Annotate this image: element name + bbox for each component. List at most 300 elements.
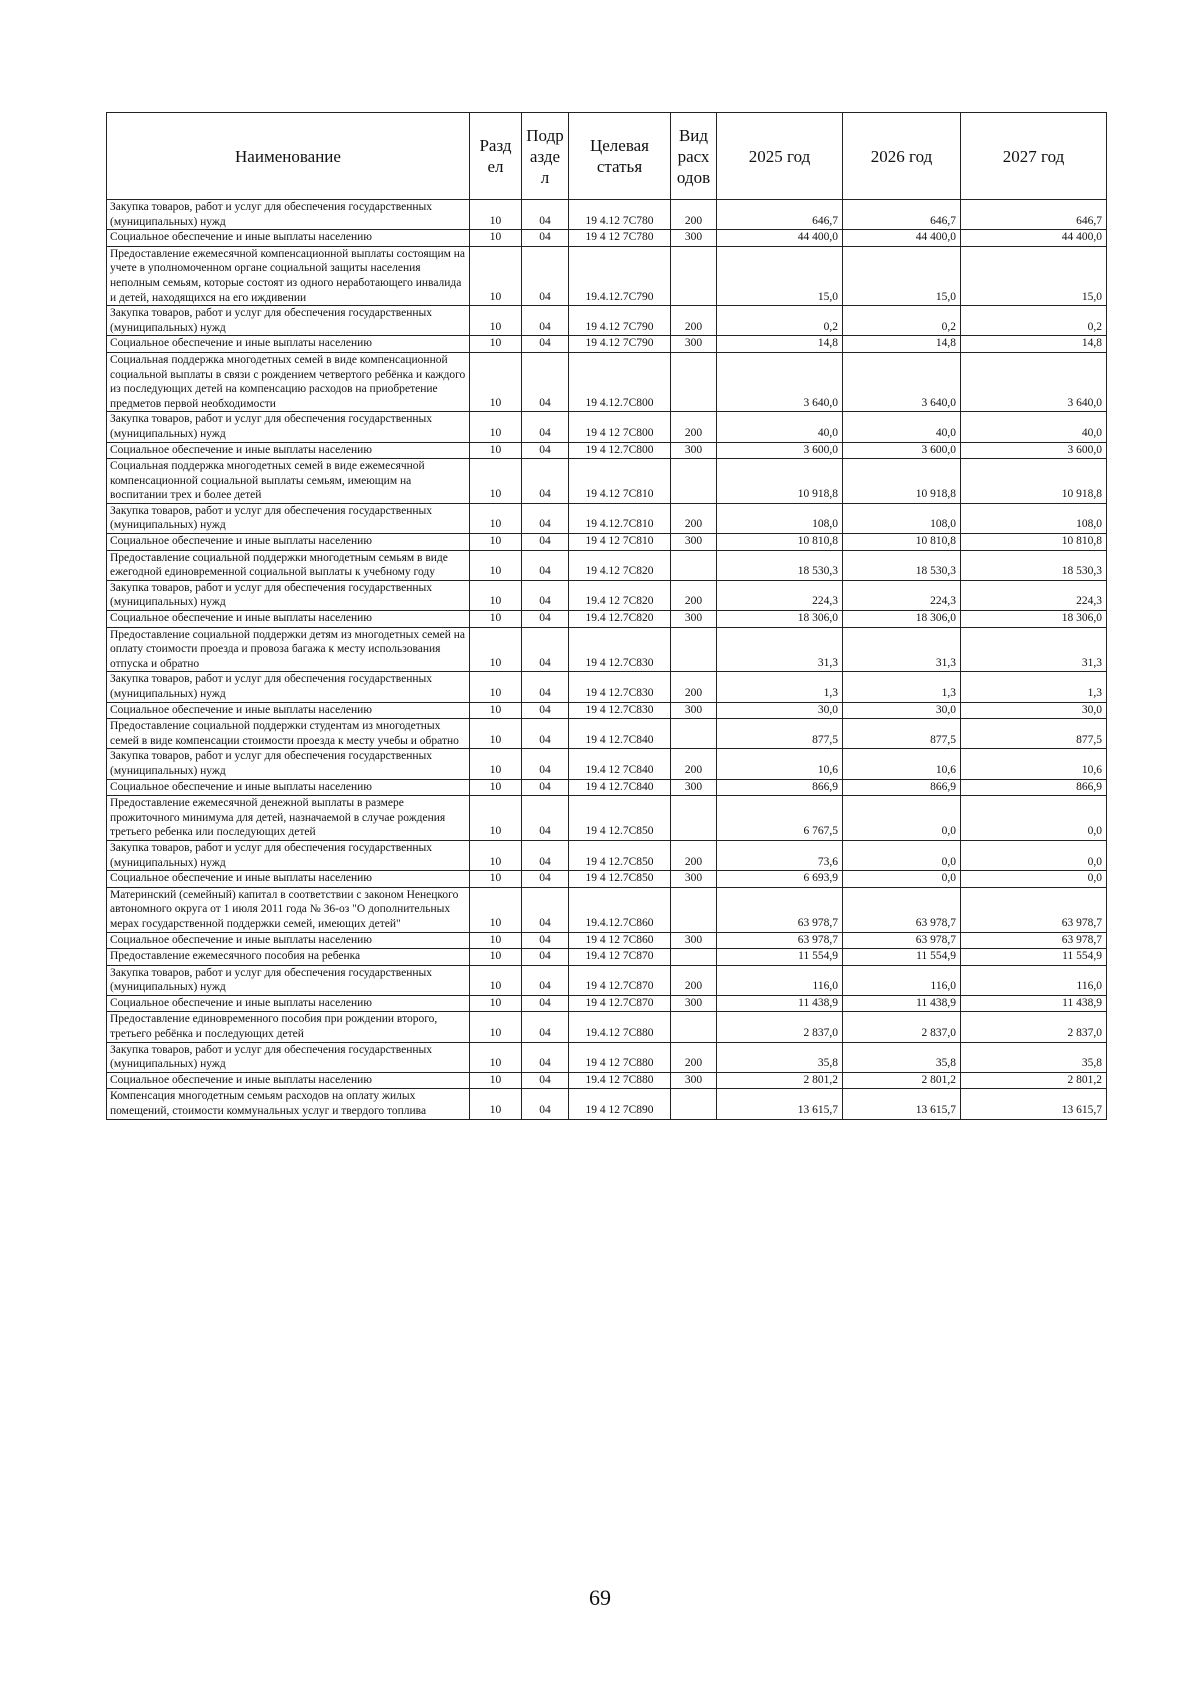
- header-expense-type: Вид расх одов: [671, 113, 717, 200]
- cell-2027: 10 918,8: [961, 459, 1107, 504]
- cell-subsection: 04: [522, 503, 569, 533]
- cell-2027: 15,0: [961, 246, 1107, 305]
- cell-2025: 3 640,0: [717, 352, 843, 411]
- budget-table: [106, 112, 1107, 1120]
- cell-target-article: 19 4.12 7С780: [569, 200, 671, 230]
- table-row: [107, 779, 1107, 796]
- cell-target-article: 19 4 12.7С870: [569, 995, 671, 1012]
- cell-target-article: 19 4 12.7С830: [569, 702, 671, 719]
- cell-2025: 2 801,2: [717, 1072, 843, 1089]
- cell-name: Социальное обеспечение и иные выплаты населению: [107, 230, 470, 247]
- cell-subsection: 04: [522, 719, 569, 749]
- cell-2027: 1,3: [961, 672, 1107, 702]
- cell-section: 10: [470, 702, 522, 719]
- cell-target-article: 19.4 12 7С840: [569, 749, 671, 779]
- cell-subsection: 04: [522, 246, 569, 305]
- cell-section: 10: [470, 719, 522, 749]
- cell-name: Социальное обеспечение и иные выплаты населению: [107, 1072, 470, 1089]
- cell-expense-type: 300: [671, 336, 717, 353]
- cell-name: Социальное обеспечение и иные выплаты населению: [107, 871, 470, 888]
- cell-section: 10: [470, 672, 522, 702]
- cell-2026: 11 554,9: [843, 949, 961, 966]
- cell-expense-type: 300: [671, 442, 717, 459]
- cell-subsection: 04: [522, 459, 569, 504]
- cell-target-article: 19 4 12.7С850: [569, 871, 671, 888]
- table-row: [107, 627, 1107, 672]
- table-row: [107, 200, 1107, 230]
- table-row: [107, 871, 1107, 888]
- cell-expense-type: 200: [671, 503, 717, 533]
- cell-2027: 108,0: [961, 503, 1107, 533]
- cell-2027: 18 306,0: [961, 611, 1107, 628]
- cell-section: 10: [470, 932, 522, 949]
- table-row: [107, 702, 1107, 719]
- cell-section: 10: [470, 627, 522, 672]
- cell-name: Социальная поддержка многодетных семей в виде ежемесячной компенсационной социальной выплаты семьям, имеющим на воспитании трех и более детей: [107, 459, 470, 504]
- header-target-article: Целевая статья: [569, 113, 671, 200]
- cell-target-article: 19 4 12.7С850: [569, 840, 671, 870]
- cell-2027: 35,8: [961, 1042, 1107, 1072]
- table-row: [107, 887, 1107, 932]
- cell-expense-type: 300: [671, 230, 717, 247]
- cell-2027: 3 600,0: [961, 442, 1107, 459]
- cell-2025: 866,9: [717, 779, 843, 796]
- cell-target-article: 19 4 12 7С810: [569, 534, 671, 551]
- cell-2026: 11 438,9: [843, 995, 961, 1012]
- cell-expense-type: [671, 352, 717, 411]
- cell-name: Социальное обеспечение и иные выплаты населению: [107, 336, 470, 353]
- cell-subsection: 04: [522, 871, 569, 888]
- cell-section: 10: [470, 306, 522, 336]
- cell-2027: 31,3: [961, 627, 1107, 672]
- cell-subsection: 04: [522, 336, 569, 353]
- cell-target-article: 19.4 12 7С880: [569, 1072, 671, 1089]
- cell-expense-type: [671, 949, 717, 966]
- cell-target-article: 19 4 12 7С780: [569, 230, 671, 247]
- cell-section: 10: [470, 534, 522, 551]
- cell-target-article: 19 4 12.7С800: [569, 442, 671, 459]
- cell-expense-type: 200: [671, 580, 717, 610]
- cell-2026: 30,0: [843, 702, 961, 719]
- cell-expense-type: 300: [671, 534, 717, 551]
- cell-expense-type: 200: [671, 1042, 717, 1072]
- cell-target-article: 19 4 12.7С840: [569, 719, 671, 749]
- cell-2026: 10 918,8: [843, 459, 961, 504]
- cell-target-article: 19 4 12.7С850: [569, 796, 671, 841]
- cell-section: 10: [470, 779, 522, 796]
- cell-section: 10: [470, 965, 522, 995]
- cell-2027: 11 554,9: [961, 949, 1107, 966]
- cell-expense-type: [671, 627, 717, 672]
- cell-2026: 2 801,2: [843, 1072, 961, 1089]
- cell-section: 10: [470, 246, 522, 305]
- table-header-row: [107, 113, 1107, 200]
- table-row: [107, 246, 1107, 305]
- cell-2025: 40,0: [717, 412, 843, 442]
- cell-2026: 10 810,8: [843, 534, 961, 551]
- table-row: [107, 672, 1107, 702]
- table-row: [107, 580, 1107, 610]
- cell-target-article: 19.4.12.7С860: [569, 887, 671, 932]
- cell-target-article: 19 4 12.7С830: [569, 627, 671, 672]
- table-row: [107, 965, 1107, 995]
- cell-section: 10: [470, 949, 522, 966]
- table-row: [107, 352, 1107, 411]
- cell-2027: 0,2: [961, 306, 1107, 336]
- cell-subsection: 04: [522, 840, 569, 870]
- cell-2027: 13 615,7: [961, 1089, 1107, 1119]
- cell-2026: 0,0: [843, 871, 961, 888]
- cell-subsection: 04: [522, 580, 569, 610]
- cell-2025: 6 693,9: [717, 871, 843, 888]
- cell-2025: 44 400,0: [717, 230, 843, 247]
- cell-target-article: 19 4.12 7С790: [569, 336, 671, 353]
- cell-2025: 30,0: [717, 702, 843, 719]
- cell-2025: 108,0: [717, 503, 843, 533]
- table-row: [107, 336, 1107, 353]
- cell-subsection: 04: [522, 965, 569, 995]
- cell-2027: 10,6: [961, 749, 1107, 779]
- cell-expense-type: [671, 719, 717, 749]
- cell-2026: 1,3: [843, 672, 961, 702]
- cell-target-article: 19 4.12 7С820: [569, 550, 671, 580]
- cell-target-article: 19 4 12 7С800: [569, 412, 671, 442]
- cell-subsection: 04: [522, 887, 569, 932]
- table-row: [107, 412, 1107, 442]
- cell-section: 10: [470, 871, 522, 888]
- cell-subsection: 04: [522, 1012, 569, 1042]
- cell-name: Закупка товаров, работ и услуг для обеспечения государственных (муниципальных) нужд: [107, 965, 470, 995]
- cell-subsection: 04: [522, 1072, 569, 1089]
- cell-subsection: 04: [522, 200, 569, 230]
- cell-target-article: 19 4.12 7С810: [569, 459, 671, 504]
- cell-2026: 3 640,0: [843, 352, 961, 411]
- cell-expense-type: [671, 887, 717, 932]
- cell-subsection: 04: [522, 1042, 569, 1072]
- cell-expense-type: [671, 1089, 717, 1119]
- table-row: [107, 611, 1107, 628]
- cell-2026: 0,0: [843, 840, 961, 870]
- cell-name: Закупка товаров, работ и услуг для обеспечения государственных (муниципальных) нужд: [107, 672, 470, 702]
- table-row: [107, 1012, 1107, 1042]
- cell-2025: 646,7: [717, 200, 843, 230]
- cell-section: 10: [470, 442, 522, 459]
- cell-section: 10: [470, 1072, 522, 1089]
- cell-2027: 2 801,2: [961, 1072, 1107, 1089]
- cell-section: 10: [470, 796, 522, 841]
- cell-name: Предоставление ежемесячного пособия на ребенка: [107, 949, 470, 966]
- cell-expense-type: [671, 246, 717, 305]
- cell-target-article: 19 4 12.7С870: [569, 965, 671, 995]
- cell-name: Закупка товаров, работ и услуг для обеспечения государственных (муниципальных) нужд: [107, 840, 470, 870]
- cell-expense-type: 200: [671, 965, 717, 995]
- cell-name: Предоставление социальной поддержки многодетным семьям в виде ежегодной единовременной социальной выплаты к учебному году: [107, 550, 470, 580]
- table-body: [107, 200, 1107, 1120]
- cell-2027: 44 400,0: [961, 230, 1107, 247]
- cell-target-article: 19.4.12.7С790: [569, 246, 671, 305]
- cell-section: 10: [470, 1089, 522, 1119]
- cell-2027: 10 810,8: [961, 534, 1107, 551]
- cell-2025: 11 554,9: [717, 949, 843, 966]
- cell-2026: 224,3: [843, 580, 961, 610]
- cell-2027: 14,8: [961, 336, 1107, 353]
- cell-target-article: 19 4.12.7С800: [569, 352, 671, 411]
- cell-2026: 40,0: [843, 412, 961, 442]
- cell-section: 10: [470, 459, 522, 504]
- cell-2026: 63 978,7: [843, 887, 961, 932]
- table-row: [107, 796, 1107, 841]
- cell-subsection: 04: [522, 779, 569, 796]
- cell-section: 10: [470, 1042, 522, 1072]
- cell-subsection: 04: [522, 702, 569, 719]
- table-row: [107, 1089, 1107, 1119]
- cell-expense-type: 300: [671, 995, 717, 1012]
- cell-section: 10: [470, 352, 522, 411]
- cell-2025: 14,8: [717, 336, 843, 353]
- cell-name: Закупка товаров, работ и услуг для обеспечения государственных (муниципальных) нужд: [107, 749, 470, 779]
- cell-target-article: 19.4.12 7С880: [569, 1012, 671, 1042]
- cell-name: Социальное обеспечение и иные выплаты населению: [107, 534, 470, 551]
- cell-expense-type: 200: [671, 840, 717, 870]
- table-row: [107, 719, 1107, 749]
- cell-2027: 646,7: [961, 200, 1107, 230]
- cell-2027: 0,0: [961, 871, 1107, 888]
- cell-target-article: 19.4 12.7С820: [569, 611, 671, 628]
- table-row: [107, 534, 1107, 551]
- table-row: [107, 932, 1107, 949]
- cell-2026: 3 600,0: [843, 442, 961, 459]
- cell-subsection: 04: [522, 306, 569, 336]
- table-row: [107, 550, 1107, 580]
- header-year-2026: 2026 год: [843, 113, 961, 200]
- cell-name: Предоставление единовременного пособия при рождении второго, третьего ребёнка и последующих детей: [107, 1012, 470, 1042]
- cell-2026: 2 837,0: [843, 1012, 961, 1042]
- cell-subsection: 04: [522, 672, 569, 702]
- cell-2027: 30,0: [961, 702, 1107, 719]
- cell-2025: 10 810,8: [717, 534, 843, 551]
- cell-expense-type: 300: [671, 611, 717, 628]
- cell-target-article: 19 4.12.7С810: [569, 503, 671, 533]
- cell-section: 10: [470, 550, 522, 580]
- header-year-2025: 2025 год: [717, 113, 843, 200]
- cell-expense-type: 200: [671, 306, 717, 336]
- cell-name: Закупка товаров, работ и услуг для обеспечения государственных (муниципальных) нужд: [107, 200, 470, 230]
- cell-subsection: 04: [522, 932, 569, 949]
- cell-2027: 40,0: [961, 412, 1107, 442]
- cell-expense-type: 200: [671, 200, 717, 230]
- cell-subsection: 04: [522, 627, 569, 672]
- cell-2026: 35,8: [843, 1042, 961, 1072]
- cell-section: 10: [470, 749, 522, 779]
- page-number: 69: [589, 1585, 611, 1610]
- cell-2026: 10,6: [843, 749, 961, 779]
- cell-subsection: 04: [522, 611, 569, 628]
- cell-expense-type: 300: [671, 702, 717, 719]
- cell-target-article: 19 4 12.7С830: [569, 672, 671, 702]
- cell-name: Предоставление социальной поддержки студентам из многодетных семей в виде компенсации стоимости проезда к месту учебы и обратно: [107, 719, 470, 749]
- cell-2026: 13 615,7: [843, 1089, 961, 1119]
- cell-subsection: 04: [522, 230, 569, 247]
- cell-subsection: 04: [522, 534, 569, 551]
- cell-subsection: 04: [522, 995, 569, 1012]
- cell-2026: 108,0: [843, 503, 961, 533]
- cell-section: 10: [470, 611, 522, 628]
- cell-2025: 11 438,9: [717, 995, 843, 1012]
- cell-2027: 18 530,3: [961, 550, 1107, 580]
- cell-2025: 18 530,3: [717, 550, 843, 580]
- cell-2026: 15,0: [843, 246, 961, 305]
- cell-name: Социальное обеспечение и иные выплаты населению: [107, 611, 470, 628]
- cell-2026: 646,7: [843, 200, 961, 230]
- cell-expense-type: [671, 550, 717, 580]
- header-year-2027: 2027 год: [961, 113, 1107, 200]
- cell-2027: 63 978,7: [961, 887, 1107, 932]
- cell-section: 10: [470, 580, 522, 610]
- cell-expense-type: [671, 459, 717, 504]
- cell-name: Социальное обеспечение и иные выплаты населению: [107, 702, 470, 719]
- cell-2025: 2 837,0: [717, 1012, 843, 1042]
- cell-section: 10: [470, 336, 522, 353]
- cell-expense-type: [671, 796, 717, 841]
- cell-2025: 1,3: [717, 672, 843, 702]
- cell-2025: 877,5: [717, 719, 843, 749]
- cell-2025: 224,3: [717, 580, 843, 610]
- cell-section: 10: [470, 887, 522, 932]
- cell-section: 10: [470, 503, 522, 533]
- cell-2025: 63 978,7: [717, 932, 843, 949]
- cell-section: 10: [470, 230, 522, 247]
- cell-target-article: 19 4 12.7С840: [569, 779, 671, 796]
- header-name: Наименование: [107, 113, 470, 200]
- cell-name: Социальная поддержка многодетных семей в виде компенсационной социальной выплаты в связи с рождением четвертого ребёнка и каждого из последующих детей на компенсацию расходов на приобретение предметов первой необходимости: [107, 352, 470, 411]
- cell-subsection: 04: [522, 749, 569, 779]
- cell-name: Закупка товаров, работ и услуг для обеспечения государственных (муниципальных) нужд: [107, 306, 470, 336]
- cell-2026: 63 978,7: [843, 932, 961, 949]
- table-row: [107, 995, 1107, 1012]
- cell-2026: 0,0: [843, 796, 961, 841]
- cell-2027: 866,9: [961, 779, 1107, 796]
- cell-target-article: 19 4 12 7С880: [569, 1042, 671, 1072]
- cell-2025: 0,2: [717, 306, 843, 336]
- cell-2026: 18 306,0: [843, 611, 961, 628]
- table-row: [107, 442, 1107, 459]
- cell-target-article: 19.4 12 7С870: [569, 949, 671, 966]
- cell-2025: 31,3: [717, 627, 843, 672]
- cell-section: 10: [470, 995, 522, 1012]
- table-row: [107, 230, 1107, 247]
- cell-expense-type: [671, 1012, 717, 1042]
- cell-target-article: 19 4.12 7С790: [569, 306, 671, 336]
- cell-2025: 3 600,0: [717, 442, 843, 459]
- cell-expense-type: 200: [671, 412, 717, 442]
- cell-subsection: 04: [522, 412, 569, 442]
- cell-2025: 6 767,5: [717, 796, 843, 841]
- cell-2025: 63 978,7: [717, 887, 843, 932]
- cell-name: Предоставление ежемесячной денежной выплаты в размере прожиточного минимума для детей, назначаемой в случае рождения третьего ребенка или последующих детей: [107, 796, 470, 841]
- cell-2027: 2 837,0: [961, 1012, 1107, 1042]
- cell-2026: 116,0: [843, 965, 961, 995]
- cell-expense-type: 300: [671, 1072, 717, 1089]
- header-section: Разд ел: [470, 113, 522, 200]
- cell-target-article: 19 4 12 7С890: [569, 1089, 671, 1119]
- cell-2026: 877,5: [843, 719, 961, 749]
- cell-name: Социальное обеспечение и иные выплаты населению: [107, 932, 470, 949]
- table-row: [107, 840, 1107, 870]
- cell-expense-type: 300: [671, 932, 717, 949]
- cell-2027: 224,3: [961, 580, 1107, 610]
- cell-name: Закупка товаров, работ и услуг для обеспечения государственных (муниципальных) нужд: [107, 580, 470, 610]
- cell-subsection: 04: [522, 1089, 569, 1119]
- cell-name: Закупка товаров, работ и услуг для обеспечения государственных (муниципальных) нужд: [107, 412, 470, 442]
- table-row: [107, 306, 1107, 336]
- cell-target-article: 19 4 12 7С860: [569, 932, 671, 949]
- cell-2027: 116,0: [961, 965, 1107, 995]
- cell-subsection: 04: [522, 796, 569, 841]
- table-row: [107, 749, 1107, 779]
- cell-2027: 0,0: [961, 796, 1107, 841]
- cell-2027: 3 640,0: [961, 352, 1107, 411]
- cell-expense-type: 200: [671, 672, 717, 702]
- table-row: [107, 503, 1107, 533]
- cell-expense-type: 300: [671, 871, 717, 888]
- cell-subsection: 04: [522, 352, 569, 411]
- table-row: [107, 1042, 1107, 1072]
- cell-2027: 877,5: [961, 719, 1107, 749]
- cell-2025: 10,6: [717, 749, 843, 779]
- cell-2025: 18 306,0: [717, 611, 843, 628]
- cell-name: Материнский (семейный) капитал в соответствии с законом Ненецкого автономного округа от 1 июля 2011 года № 36-оз "О дополнительных мерах государственной поддержки семей, имеющих детей": [107, 887, 470, 932]
- cell-target-article: 19.4 12 7С820: [569, 580, 671, 610]
- cell-2027: 63 978,7: [961, 932, 1107, 949]
- table-row: [107, 459, 1107, 504]
- cell-2025: 15,0: [717, 246, 843, 305]
- cell-name: Предоставление социальной поддержки детям из многодетных семей на оплату стоимости проезда и провоза багажа к месту использования отпуска и обратно: [107, 627, 470, 672]
- table-row: [107, 1072, 1107, 1089]
- cell-name: Социальное обеспечение и иные выплаты населению: [107, 779, 470, 796]
- cell-2026: 14,8: [843, 336, 961, 353]
- cell-2026: 0,2: [843, 306, 961, 336]
- cell-2025: 73,6: [717, 840, 843, 870]
- cell-2027: 11 438,9: [961, 995, 1107, 1012]
- cell-2026: 44 400,0: [843, 230, 961, 247]
- cell-name: Социальное обеспечение и иные выплаты населению: [107, 442, 470, 459]
- cell-subsection: 04: [522, 550, 569, 580]
- cell-2026: 866,9: [843, 779, 961, 796]
- cell-expense-type: 300: [671, 779, 717, 796]
- cell-2026: 18 530,3: [843, 550, 961, 580]
- header-subsection: Подр азде л: [522, 113, 569, 200]
- cell-name: Социальное обеспечение и иные выплаты населению: [107, 995, 470, 1012]
- cell-name: Предоставление ежемесячной компенсационной выплаты состоящим на учете в уполномоченном органе социальной защиты населения неполным семьям, которые состоят из одного неработающего инвалида и детей, находящихся на его иждивении: [107, 246, 470, 305]
- cell-section: 10: [470, 200, 522, 230]
- cell-name: Компенсация многодетным семьям расходов на оплату жилых помещений, стоимости коммунальных услуг и твердого топлива: [107, 1089, 470, 1119]
- cell-name: Закупка товаров, работ и услуг для обеспечения государственных (муниципальных) нужд: [107, 1042, 470, 1072]
- cell-subsection: 04: [522, 949, 569, 966]
- table-row: [107, 949, 1107, 966]
- cell-2025: 35,8: [717, 1042, 843, 1072]
- cell-expense-type: 200: [671, 749, 717, 779]
- cell-2025: 116,0: [717, 965, 843, 995]
- cell-section: 10: [470, 412, 522, 442]
- cell-2025: 13 615,7: [717, 1089, 843, 1119]
- cell-section: 10: [470, 1012, 522, 1042]
- cell-2025: 10 918,8: [717, 459, 843, 504]
- cell-subsection: 04: [522, 442, 569, 459]
- cell-name: Закупка товаров, работ и услуг для обеспечения государственных (муниципальных) нужд: [107, 503, 470, 533]
- cell-2027: 0,0: [961, 840, 1107, 870]
- cell-section: 10: [470, 840, 522, 870]
- cell-2026: 31,3: [843, 627, 961, 672]
